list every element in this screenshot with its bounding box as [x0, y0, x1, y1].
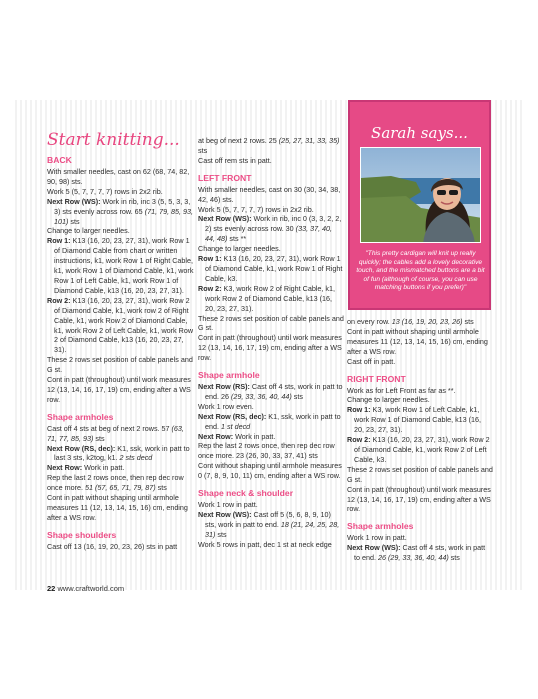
sarah-says-box [348, 100, 491, 310]
row-label: Row 1: [198, 254, 222, 264]
row-label: Row 2: [347, 435, 371, 445]
stitch-count: (29, 33, 36, 40, 44) [230, 391, 292, 401]
instruction: Work 5 (5, 7, 7, 7, 7) rows in 2x2 rib. [198, 204, 314, 214]
instruction: Work 1 row in patt. [198, 500, 258, 510]
instruction: Cont in patt (throughout) until work measures 12 (13, 14, 16, 17, 19) cm, ending after a WS row. [198, 333, 342, 363]
instruction: Cont in patt (throughout) until work measures 12 (13, 14, 16, 17, 19) cm, ending after a WS row. [347, 484, 491, 514]
instruction-text: at beg of next 2 rows. 25 [198, 136, 279, 145]
instruction [198, 432, 344, 442]
instruction: Cont in patt without shaping until armhole measures 11 (12, 13, 14, 15, 16) cm, ending after a WS row. [47, 493, 188, 522]
heading-shape-armholes: Shape armholes [347, 521, 414, 532]
instruction [47, 463, 195, 473]
instruction-text: K13 (16, 20, 23, 27, 31), work Row 1 of Diamond Cable, k1, work Row 1 of Right Cable, k3. [205, 254, 343, 283]
instruction-text: sts [68, 216, 80, 226]
instruction-text: K13 (16, 20, 23, 27, 31), work Row 2 of Diamond Cable, k1, work row 2 of Right Cable, k1, work Row 2 of Diamond Cable, k1, work Row 2 of Left Cable, k1, work Row 2 of Diamond Cable, k13 (16, 20, 23, 27, 31). [54, 295, 194, 355]
instruction [47, 473, 195, 493]
instruction [47, 236, 195, 295]
heading-left-front: LEFT FRONT [198, 172, 252, 183]
instruction-text: K13 (16, 20, 23, 27, 31), work Row 1 of Diamond Cable from chart or written instructions, k1, work Row 1 of Right Cable, k1, work Row 1 of Diamond Cable, k1, work Row 1 of Left Cable, k1, work Row 1 of Diamond Cable, k13 (16, 20, 23, 27, 31). [54, 236, 194, 295]
instruction: Change to larger needles. [198, 244, 281, 254]
instruction-text: Work in patt. [233, 431, 276, 441]
instruction: Work 1 row even. [198, 401, 254, 411]
instruction-text: K3, work Row 1 of Left Cable, k1, work Row 1 of Diamond Cable, k13 (16, 20, 23, 27, 31). [354, 405, 482, 435]
instruction [347, 405, 493, 435]
instruction [47, 444, 195, 464]
instruction [347, 543, 493, 563]
stitch-count: (71, 79, 85, 93, 101) [54, 206, 194, 226]
column-right [347, 317, 493, 563]
instruction: Cont in patt without shaping until armhole measures 11 (12, 13, 14, 15, 16) cm, ending after a WS row. [347, 326, 488, 356]
instruction: With smaller needles, cast on 62 (68, 74, 82, 90, 98) sts. [47, 167, 190, 186]
instruction: These 2 rows set position of cable panels and G st. [198, 313, 344, 333]
stitch-count: 51 (57, 65, 71, 79, 87) [84, 483, 156, 493]
stitch-count: 13 (16, 19, 20, 23, 26) [391, 317, 463, 326]
instruction: Work 5 rows in patt, dec 1 st at neck edge [198, 539, 332, 549]
section-title: Start knitting... [47, 130, 180, 150]
instruction [347, 435, 493, 465]
instruction: Change to larger needles. [47, 226, 130, 236]
stitch-count: 2 sts decd [119, 453, 153, 463]
row-label: Row 2: [198, 283, 222, 293]
instruction-text: Cast off 5 (5, 6, 8, 9, 10) sts, work in patt to end. [205, 510, 331, 529]
instruction [198, 412, 344, 432]
instruction: Cont in patt (throughout) until work measures 12 (13, 14, 16, 17, 19) cm, ending after a WS row. [47, 375, 191, 404]
instruction [198, 284, 344, 314]
sidebar-quote: "This pretty cardigan will knit up really quickly; the cables add a lovely decorative touch, and the mismatched buttons are a bit of fun (although of course, you can use matching buttons if you prefer)" [356, 250, 485, 292]
instruction-text: sts [215, 529, 227, 539]
instruction: Cast off rem sts in patt. [198, 155, 272, 165]
instruction-text: Cast off 4 sts at beg of next 2 rows. 57 [47, 423, 172, 433]
row-label: Row 1: [47, 236, 71, 246]
column-left [47, 130, 195, 552]
row-label: Next Row (WS): [198, 510, 252, 519]
instruction [47, 197, 195, 227]
instruction-text: sts [155, 483, 167, 493]
instruction: Cont without shaping until armhole measures 0 (7, 8, 9, 10, 11) cm, ending after a WS row. [198, 461, 342, 481]
instruction: Work as for Left Front as far as **. [347, 385, 456, 395]
instruction-text: sts [291, 391, 303, 401]
row-label: Next Row (WS): [347, 543, 401, 553]
heading-shape-shoulders: Shape shoulders [47, 529, 117, 540]
instruction-text: Cast off 4 sts, work in patt to end. [354, 543, 486, 563]
stitch-count: 18 (21, 24, 25, 28, 31) [205, 519, 340, 539]
row-label: Next Row (WS): [198, 214, 252, 224]
instruction-text: sts [93, 433, 105, 443]
instruction-text: Cast off 4 sts, work in patt to end. 26 [205, 382, 343, 401]
heading-shape-armhole: Shape armhole [198, 370, 260, 381]
heading-shape-neck-shoulder: Shape neck & shoulder [198, 488, 294, 499]
instruction: These 2 rows set position of cable panels and G st. [47, 355, 193, 375]
instruction [47, 424, 195, 444]
instruction-text: Work in rib, inc 3 (5, 5, 3, 3, 3) sts evenly across row. 65 [54, 196, 191, 216]
row-label: Row 2: [47, 295, 71, 305]
instruction: These 2 rows set position of cable panels and G st. [347, 464, 493, 484]
instruction-text: Work in patt. [82, 463, 125, 473]
instruction-text: sts [198, 145, 208, 155]
heading-back: BACK [47, 155, 72, 165]
instruction: Cast off in patt. [347, 356, 396, 366]
instruction-text: K1, ssk, work in patt to last 3 sts, k2tog, k1. [54, 443, 190, 463]
row-label: Next Row (RS, dec): [47, 443, 116, 453]
stitch-count: 26 (29, 33, 36, 40, 44) [377, 553, 449, 563]
row-label: Row 1: [347, 405, 371, 415]
author-photo [360, 147, 481, 243]
row-label: Next Row (WS): [47, 196, 101, 206]
instruction [347, 317, 493, 327]
heading-shape-armholes: Shape armholes [47, 411, 114, 422]
row-label: Next Row (RS, dec): [198, 411, 267, 421]
stitch-count: 1 st decd [221, 421, 251, 431]
instruction [198, 510, 344, 540]
instruction: Change to larger needles. [347, 395, 430, 405]
website-link[interactable]: www.craftworld.com [57, 584, 125, 593]
instruction-text: Work in rib, inc 0 (3, 3, 2, 2, 2) sts evenly across row. 30 [205, 214, 342, 234]
heading-right-front: RIGHT FRONT [347, 373, 406, 384]
column-middle [198, 136, 344, 550]
instruction-text: K1, ssk, work in patt to end. [205, 411, 341, 431]
instruction: Work 1 row in patt. [347, 533, 407, 543]
instruction [198, 254, 344, 284]
row-label: Next Row (RS): [198, 382, 250, 392]
sidebar-title: Sarah says... [371, 124, 468, 142]
stitch-count: (63, 71, 77, 85, 93) [47, 423, 184, 443]
page-number: 22 [47, 584, 56, 593]
page-footer [47, 584, 124, 593]
instruction-text: sts [462, 317, 474, 326]
instruction [198, 136, 344, 156]
instruction [47, 296, 195, 355]
instruction-text: on every row. [347, 317, 392, 326]
instruction: Rep the last 2 rows once, then rep dec row once more. 23 (26, 30, 33, 37, 41) sts [198, 441, 335, 461]
instruction-text: sts [448, 553, 460, 563]
row-label: Next Row: [198, 431, 234, 441]
stitch-count: (25, 27, 31, 33, 35) [278, 136, 340, 145]
row-label: Next Row: [47, 463, 83, 473]
instruction-text: Rep the last 2 rows once, then rep dec row once more. [47, 473, 184, 493]
instruction: Cast off 13 (16, 19, 20, 23, 26) sts in patt [47, 541, 178, 551]
instruction: With smaller needles, cast on 30 (30, 34, 38, 42, 46) sts. [198, 184, 341, 204]
instruction-text: K13 (16, 20, 23, 27, 31), work Row 2 of Diamond Cable, k1, work Row 2 of Left Cable, k3. [354, 435, 490, 464]
instruction [198, 382, 344, 402]
instruction-text: K3, work Row 2 of Right Cable, k1, work Row 2 of Diamond Cable, k13 (16, 20, 23, 27, 31). [205, 283, 336, 313]
instruction [198, 214, 344, 244]
stitch-count: (33, 37, 40, 44, 48) [205, 224, 333, 244]
instruction-text: sts ** [227, 234, 247, 244]
instruction: Work 5 (5, 7, 7, 7, 7) rows in 2x2 rib. [47, 186, 163, 196]
